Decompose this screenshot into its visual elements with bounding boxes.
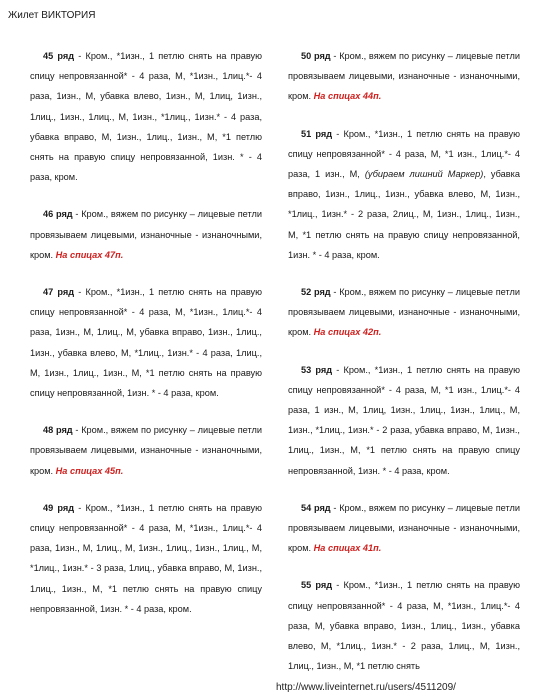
row-50 <box>288 46 520 107</box>
row-51 <box>288 124 520 265</box>
row-45 <box>30 46 262 187</box>
row-53 <box>288 360 520 481</box>
row-number: 55 ряд <box>301 580 333 591</box>
row-instructions: - Кром., *1изн., 1 петлю снять на правую спицу непровязанной* - 4 раза, М, *1изн., 1лиц.*- 4 раза, 1изн., М, 1лиц., М, убавка вправо, 1изн., 1лиц., 1изн., убавка влево, М, *1лиц., 1изн.* - 4 раза, 1лиц., М, 1изн., 1лиц., 1изн., М, *1 петлю снять на правую спицу непровязанной, 1изн. * - 4 раза, кром. <box>30 287 262 399</box>
row-note: (убираем лишний Маркер) <box>364 169 484 180</box>
stitch-count: На спицах 45п. <box>55 465 124 476</box>
row-48 <box>30 420 262 481</box>
left-column <box>30 46 262 636</box>
stitch-count: На спицах 41п. <box>313 543 382 554</box>
row-number: 45 ряд <box>43 51 75 61</box>
row-instructions: - Кром., *1изн., 1 петлю снять на правую спицу непровязанной* - 4 раза, М, *1изн., 1лиц.*- 4 раза, М, убавка вправо, 1изн., 1лиц., 1изн., убавка влево, М, *1лиц., 1изн.* - 2 раза, 1лиц., М, 1изн., 1лиц., 1изн., М, *1 петлю снять <box>288 580 520 672</box>
watermark-url: http://www.liveinternet.ru/users/4511209/ <box>276 682 456 693</box>
row-instructions-continued: , убавка вправо, 1изн., 1лиц., 1изн., убавка влево, М, 1изн., *1лиц., 1изн.* - 2 раза, 2лиц., М, 1изн., 1лиц., 1изн., М, *1 петлю снять на правую спицу непровязанной, 1изн. * - 4 раза, кром. <box>288 169 520 260</box>
row-number: 53 ряд <box>301 364 333 375</box>
row-number: 49 ряд <box>43 502 75 513</box>
row-instructions: - Кром., *1изн., 1 петлю снять на правую спицу непровязанной* - 4 раза, М, *1 изн., 1лиц.*- 4 раза, 1 изн., М, 1лиц, 1изн., 1лиц., 1изн., 1лиц., М, 1изн., *1лиц., 1изн.* - 2 раза, убавка вправо, М, 1изн., 1лиц., 1изн., М, *1 петлю снять на правую спицу непровязанной, 1изн. * - 4 раза, кром. <box>288 364 520 476</box>
row-46 <box>30 204 262 265</box>
row-instructions: - Кром., вяжем по рисунку – лицевые петли провязываем лицевыми, изнаночные - изнаночными, кром. <box>288 51 520 102</box>
row-instructions: - Кром., вяжем по рисунку – лицевые петли провязываем лицевыми, изнаночные - изнаночными, кром. <box>288 287 520 338</box>
row-number: 51 ряд <box>301 128 333 139</box>
row-55 <box>288 575 520 676</box>
row-number: 47 ряд <box>43 287 75 298</box>
stitch-count: На спицах 44п. <box>313 91 382 102</box>
row-number: 50 ряд <box>301 51 331 61</box>
row-52 <box>288 282 520 343</box>
stitch-count: На спицах 42п. <box>313 327 382 338</box>
right-column <box>288 46 520 693</box>
row-instructions: - Кром., *1изн., 1 петлю снять на правую спицу непровязанной* - 4 раза, М, *1 изн., 1лиц.*- 4 раза, 1 изн., М, <box>288 128 520 180</box>
row-54 <box>288 498 520 559</box>
row-instructions: - Кром., *1изн., 1 петлю снять на правую спицу непровязанной* - 4 раза, М, *1изн., 1лиц.*- 4 раза, 1изн., М, убавка влево, 1изн., М, 1лиц, 1изн., 1лиц., 1изн., 1лиц., М, 1изн., *1лиц., 1изн.* - 4 раза, убавка вправо, М, 1изн., 1лиц., 1изн., М, *1 петлю снять на правую спицу непровязанной, 1изн. * - 4 раза, кром. <box>30 51 262 183</box>
row-instructions: - Кром., *1изн., 1 петлю снять на правую спицу непровязанной* - 4 раза, М, *1изн., 1лиц.*- 4 раза, 1изн., М, 1лиц., М, 1изн., 1лиц., 1изн., 1лиц., М, *1лиц., 1изн.* - 3 раза, 1лиц., убавка вправо, М, 1изн., 1лиц., 1изн., М, *1 петлю снять на правую спицу непровязанной, 1изн. * - 4 раза, кром. <box>30 502 262 614</box>
row-instructions: - Кром., вяжем по рисунку – лицевые петли провязываем лицевыми, изнаночные - изнаночными, кром. <box>30 209 262 260</box>
row-47 <box>30 282 262 403</box>
row-number: 54 ряд <box>301 502 331 513</box>
row-instructions: - Кром., вяжем по рисунку – лицевые петли провязываем лицевыми, изнаночные - изнаночными, кром. <box>30 425 262 476</box>
row-number: 52 ряд <box>301 287 331 298</box>
row-instructions: - Кром., вяжем по рисунку – лицевые петли провязываем лицевыми, изнаночные - изнаночными, кром. <box>288 502 520 554</box>
row-number: 46 ряд <box>43 209 73 220</box>
document-title: Жилет ВИКТОРИЯ <box>8 10 96 21</box>
stitch-count: На спицах 47п. <box>55 249 124 260</box>
row-49 <box>30 498 262 619</box>
row-number: 48 ряд <box>43 425 73 436</box>
